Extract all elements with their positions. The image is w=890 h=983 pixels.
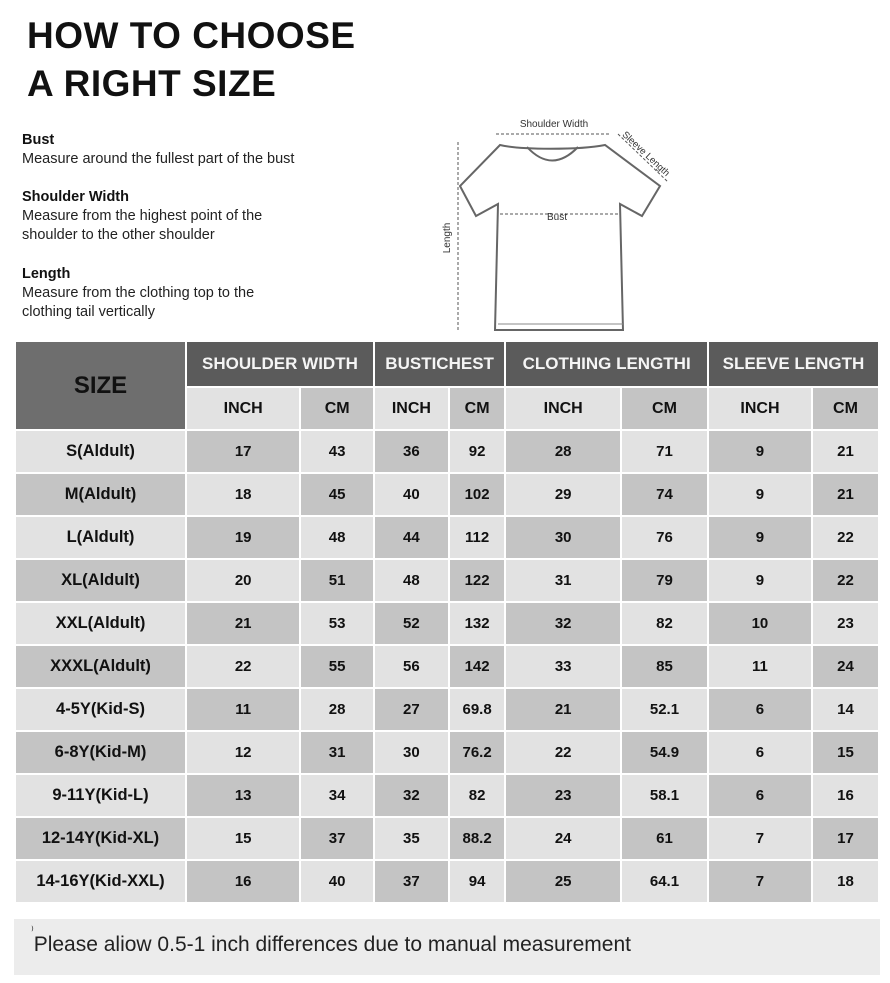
value-cell: 33 (506, 646, 620, 687)
note-text: Please aliow 0.5-1 inch differences due to manual measurement (33, 933, 631, 956)
unit-header: INCH (375, 388, 448, 429)
shoulder-width-label: Shoulder Width (519, 119, 589, 130)
value-cell: 20 (187, 560, 299, 601)
value-cell: 58.1 (622, 775, 707, 816)
unit-header: INCH (709, 388, 811, 429)
size-header: SIZE (16, 342, 185, 429)
value-cell: 82 (450, 775, 505, 816)
value-cell: 17 (813, 818, 878, 859)
value-cell: 6 (709, 775, 811, 816)
size-cell: 6-8Y(Kid-M) (16, 732, 185, 773)
value-cell: 48 (375, 560, 448, 601)
title-line-2: A RIGHT SIZE (27, 63, 277, 104)
value-cell: 21 (813, 474, 878, 515)
measure-desc: Measure around the fullest part of the bust (22, 151, 295, 167)
table-group-header-row (16, 342, 878, 386)
value-cell: 74 (622, 474, 707, 515)
value-cell: 85 (622, 646, 707, 687)
size-cell: L(Aldult) (16, 517, 185, 558)
value-cell: 53 (301, 603, 373, 644)
value-cell: 43 (301, 431, 373, 472)
value-cell: 56 (375, 646, 448, 687)
tshirt-diagram (430, 112, 680, 340)
value-cell: 7 (709, 861, 811, 902)
table-row (16, 689, 878, 730)
value-cell: 30 (506, 517, 620, 558)
table-row (16, 474, 878, 515)
value-cell: 9 (709, 560, 811, 601)
unit-header: CM (813, 388, 878, 429)
value-cell: 16 (187, 861, 299, 902)
value-cell: 15 (187, 818, 299, 859)
size-cell: 14-16Y(Kid-XXL) (16, 861, 185, 902)
value-cell: 10 (709, 603, 811, 644)
measure-shoulder-width (22, 188, 352, 245)
value-cell: 22 (506, 732, 620, 773)
value-cell: 19 (187, 517, 299, 558)
value-cell: 16 (813, 775, 878, 816)
value-cell: 22 (187, 646, 299, 687)
measure-title: Bust (22, 132, 55, 148)
value-cell: 79 (622, 560, 707, 601)
value-cell: 23 (813, 603, 878, 644)
table-row (16, 775, 878, 816)
table-row (16, 818, 878, 859)
value-cell: 31 (506, 560, 620, 601)
value-cell: 7 (709, 818, 811, 859)
table-row (16, 431, 878, 472)
measure-length (22, 265, 352, 322)
value-cell: 21 (506, 689, 620, 730)
value-cell: 18 (813, 861, 878, 902)
table-row (16, 603, 878, 644)
value-cell: 82 (622, 603, 707, 644)
value-cell: 12 (187, 732, 299, 773)
value-cell: 51 (301, 560, 373, 601)
value-cell: 132 (450, 603, 505, 644)
value-cell: 76 (622, 517, 707, 558)
value-cell: 34 (301, 775, 373, 816)
sleeve-length-label: Sleeve Length (619, 129, 672, 179)
value-cell: 40 (301, 861, 373, 902)
group-header-shoulder-width: SHOULDER WIDTH (187, 342, 373, 386)
title-line-1: HOW TO CHOOSE (27, 15, 356, 56)
value-cell: 92 (450, 431, 505, 472)
value-cell: 6 (709, 732, 811, 773)
table-row (16, 646, 878, 687)
size-cell: 4-5Y(Kid-S) (16, 689, 185, 730)
size-table (14, 340, 880, 904)
table-row (16, 517, 878, 558)
size-cell: 12-14Y(Kid-XL) (16, 818, 185, 859)
value-cell: 32 (375, 775, 448, 816)
value-cell: 37 (375, 861, 448, 902)
group-header-bust-chest: BUSTICHEST (375, 342, 504, 386)
size-cell: M(Aldult) (16, 474, 185, 515)
tshirt-outline (460, 145, 660, 330)
value-cell: 52.1 (622, 689, 707, 730)
measure-title: Shoulder Width (22, 189, 129, 205)
unit-header: INCH (506, 388, 620, 429)
unit-header: CM (450, 388, 505, 429)
value-cell: 112 (450, 517, 505, 558)
size-cell: S(Aldult) (16, 431, 185, 472)
value-cell: 40 (375, 474, 448, 515)
value-cell: 22 (813, 517, 878, 558)
table-row (16, 732, 878, 773)
value-cell: 17 (187, 431, 299, 472)
value-cell: 6 (709, 689, 811, 730)
unit-header: CM (622, 388, 707, 429)
unit-header: CM (301, 388, 373, 429)
value-cell: 9 (709, 517, 811, 558)
value-cell: 23 (506, 775, 620, 816)
value-cell: 64.1 (622, 861, 707, 902)
value-cell: 11 (709, 646, 811, 687)
unit-header: INCH (187, 388, 299, 429)
value-cell: 18 (187, 474, 299, 515)
group-header-sleeve-length: SLEEVE LENGTH (709, 342, 878, 386)
value-cell: 14 (813, 689, 878, 730)
size-cell: XXL(Aldult) (16, 603, 185, 644)
size-cell: 9-11Y(Kid-L) (16, 775, 185, 816)
bust-label: Bust (546, 212, 568, 223)
value-cell: 31 (301, 732, 373, 773)
size-cell: XXXL(Aldult) (16, 646, 185, 687)
value-cell: 102 (450, 474, 505, 515)
value-cell: 35 (375, 818, 448, 859)
value-cell: 25 (506, 861, 620, 902)
page-title (27, 12, 356, 108)
value-cell: 37 (301, 818, 373, 859)
value-cell: 21 (187, 603, 299, 644)
length-label: Length (442, 222, 453, 254)
measurement-note (14, 919, 880, 975)
value-cell: 15 (813, 732, 878, 773)
value-cell: 55 (301, 646, 373, 687)
value-cell: 24 (813, 646, 878, 687)
table-body (16, 431, 878, 902)
measure-title: Length (22, 266, 71, 282)
value-cell: 13 (187, 775, 299, 816)
value-cell: 88.2 (450, 818, 505, 859)
value-cell: 61 (622, 818, 707, 859)
value-cell: 9 (709, 474, 811, 515)
value-cell: 28 (506, 431, 620, 472)
value-cell: 28 (301, 689, 373, 730)
value-cell: 94 (450, 861, 505, 902)
value-cell: 11 (187, 689, 299, 730)
value-cell: 76.2 (450, 732, 505, 773)
value-cell: 48 (301, 517, 373, 558)
measure-desc: Measure from the highest point of the shoulder to the other shoulder (22, 208, 263, 243)
value-cell: 36 (375, 431, 448, 472)
value-cell: 32 (506, 603, 620, 644)
note-mark: ⁾ (31, 925, 34, 937)
size-cell: XL(Aldult) (16, 560, 185, 601)
value-cell: 27 (375, 689, 448, 730)
value-cell: 54.9 (622, 732, 707, 773)
table-row (16, 861, 878, 902)
measure-bust (22, 131, 352, 169)
value-cell: 69.8 (450, 689, 505, 730)
value-cell: 24 (506, 818, 620, 859)
value-cell: 122 (450, 560, 505, 601)
value-cell: 21 (813, 431, 878, 472)
value-cell: 29 (506, 474, 620, 515)
value-cell: 52 (375, 603, 448, 644)
value-cell: 22 (813, 560, 878, 601)
value-cell: 45 (301, 474, 373, 515)
value-cell: 44 (375, 517, 448, 558)
group-header-clothing-length: CLOTHING LENGTHI (506, 342, 707, 386)
value-cell: 71 (622, 431, 707, 472)
value-cell: 30 (375, 732, 448, 773)
measure-desc: Measure from the clothing top to the clothing tail vertically (22, 285, 255, 320)
table-row (16, 560, 878, 601)
value-cell: 9 (709, 431, 811, 472)
value-cell: 142 (450, 646, 505, 687)
